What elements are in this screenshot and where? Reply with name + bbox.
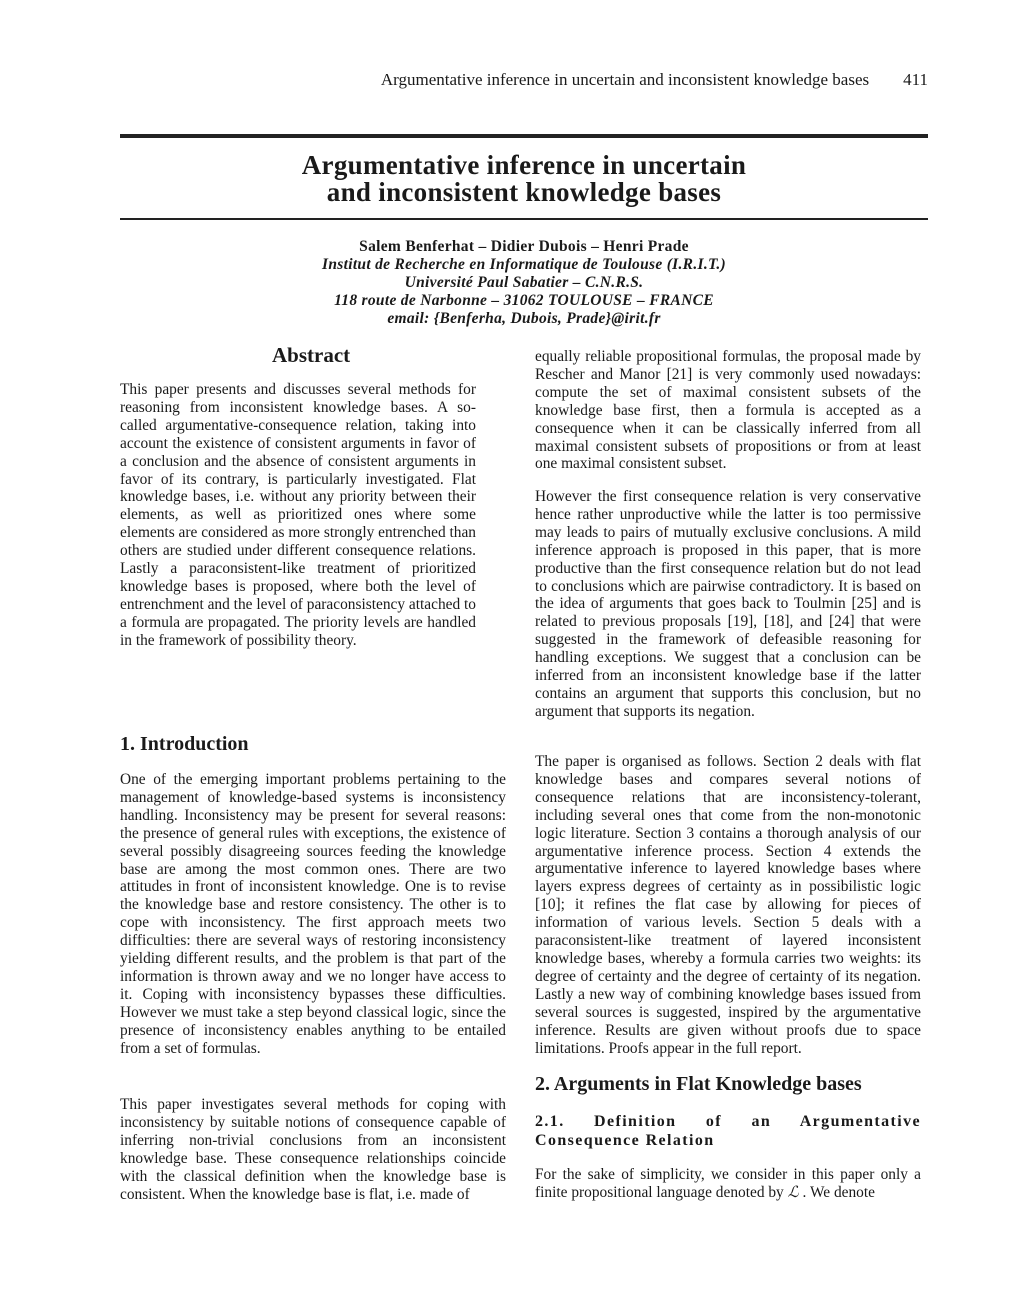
intro-paragraph-2: This paper investigates several methods for coping with inconsistency by suitable notions of consequence capable of inferring non-trivial conclusions from an inconsistent knowledge base. These consequence relationships coincide with the classical definition when the knowledge base is consistent. When the knowledge base is flat, i.e. made of <box>120 1096 506 1203</box>
author-block <box>120 238 928 328</box>
author-university: Université Paul Sabatier – C.N.R.S. <box>404 274 644 291</box>
section-2-text-end: . We denote <box>798 1183 875 1201</box>
author-names: Salem Benferhat – Didier Dubois – Henri Prade <box>359 238 689 255</box>
author-address: 118 route de Narbonne – 31062 TOULOUSE – FRANCE <box>334 292 714 309</box>
author-email: email: {Benferha, Dubois, Prade}@irit.fr <box>387 310 661 327</box>
title-line-1: Argumentative inference in uncertain <box>301 150 747 180</box>
title-line-2: and inconsistent knowledge bases <box>326 177 722 207</box>
intro-paragraph-4: However the first consequence relation is very conservative hence rather unproductive while the latter is too permissive may leads to pairs of mutually exclusive conclusions. A mild inference approach is proposed in this paper, that is more productive than the first consequence relation but do not lead to conclusions which are pairwise contradictory. It is based on the idea of arguments that goes back to Toulmin [25] and is related to previous proposals [19], [18], and [24] that were suggested in the framework of defeasible reasoning for handling exceptions. We suggest that a conclusion can be inferred from an inconsistent knowledge base if the latter contains an argument that supports this conclusion, but no argument that supports its negation. <box>535 488 921 720</box>
subsection-2-1-heading: 2.1. Definition of an Argumentative Consequence Relation <box>535 1113 921 1149</box>
running-head <box>120 70 928 90</box>
section-2-text-start: For the sake of simplicity, we consider in this paper only a finite propositional language denoted by <box>535 1166 921 1201</box>
section-1-heading: 1. Introduction <box>120 733 249 755</box>
intro-paragraph-5: The paper is organised as follows. Section 2 deals with flat knowledge bases and compares several notions of consequence relations that are inconsistency-tolerant, including several ones that come from the non-monotonic logic literature. Section 3 contains a thorough analysis of our argumentative inference process. Section 4 extends the argumentative inference to layered knowledge bases where layers express degrees of certainty as in possibilistic logic [10]; it refines the flat case by allowing for pieces of information of various levels. Section 5 deals with a paraconsistent-like treatment of layered inconsistent knowledge bases, whereby a formula carries two weights: its degree of certainty and the degree of certainty of its negation. Lastly a new way of combining knowledge bases issued from several sources is suggested, inspired by the argumentative inference. Results are given without proofs due to space limitations. Proofs appear in the full report. <box>535 753 921 1057</box>
section-2-heading: 2. Arguments in Flat Knowledge bases <box>535 1073 862 1095</box>
title-bottom-rule <box>120 218 928 220</box>
author-institute: Institut de Recherche en Informatique de Toulouse (I.R.I.T.) <box>322 256 726 273</box>
abstract-text: This paper presents and discusses several methods for reasoning from inconsistent knowledge bases. A so-called argumentative-consequence relation, taking into account the existence of consistent arguments in favor of a conclusion and the absence of consistent arguments in favor of its contrary, is particularly investigated. Flat knowledge bases, i.e. without any priority between their elements, as well as prioritized ones where some elements are considered as more strongly entrenched than others are studied under different consequence relations. Lastly a paraconsistent-like treatment of prioritized knowledge bases is proposed, where both the level of entrenchment and the level of paraconsistency attached to a formula are propagated. The priority levels are handled in the framework of possibility theory. <box>120 381 476 649</box>
abstract-body <box>120 381 476 650</box>
language-symbol: ℒ <box>787 1182 799 1201</box>
page-number: 411 <box>903 70 928 89</box>
abstract-heading: Abstract <box>272 343 351 367</box>
intro-paragraph-1: One of the emerging important problems pertaining to the management of knowledge-based systems is inconsistency handling. Inconsistency may be present for several reasons: the presence of general rules with exceptions, the existence of several possibly disagreeing sources feeding the knowledge base are among the most common ones. There are two attitudes in front of inconsistent knowledge. One is to revise the knowledge base and restore consistency. The other is to cope with inconsistency. The first approach meets two difficulties: there are several ways of restoring inconsistency yielding different results, and the problem is that part of the information is thrown away and we no longer have access to it. Coping with inconsistency bypasses these difficulties. However we must take a step beyond classical logic, since the presence of inconsistency enables anything to be entailed from a set of formulas. <box>120 771 506 1057</box>
section-2-paragraph-1 <box>535 1166 921 1202</box>
paper-title <box>120 152 928 206</box>
intro-paragraph-3: equally reliable propositional formulas, the proposal made by Rescher and Manor [21] is very commonly used nowadays: compute the set of maximal consistent subsets of the knowledge base first, then a formula is accepted as a consequence when it can be classically inferred from all maximal consistent subsets of propositions or from at least one maximal consistent subset. <box>535 348 921 473</box>
title-top-rule <box>120 134 928 138</box>
running-title: Argumentative inference in uncertain and inconsistent knowledge bases <box>380 70 870 89</box>
